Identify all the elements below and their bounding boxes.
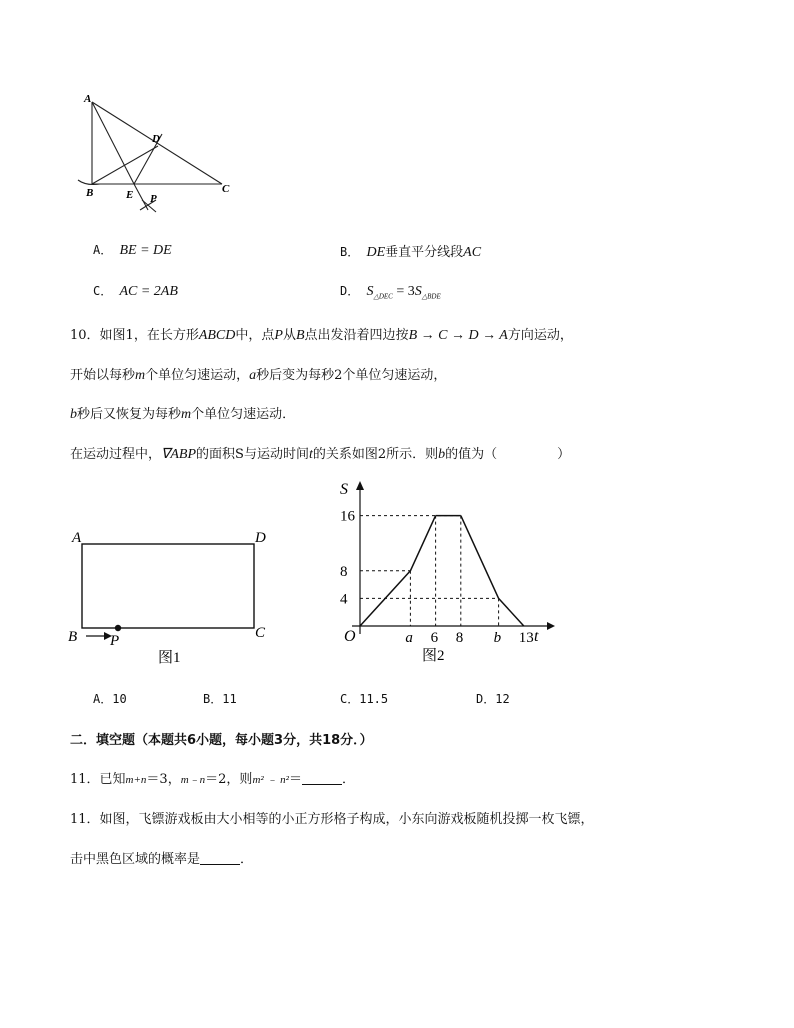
arrow-b-to-p <box>86 632 112 640</box>
q10-option-d: D．12 <box>476 692 510 706</box>
q11b-line-1: 11．如图，飞镖游戏板由大小相等的小正方形格子构成，小东向游戏板随机投掷一枚飞镖， <box>70 812 594 827</box>
fig2-y-axis-label: S <box>340 481 348 498</box>
rectangle-abcd <box>82 544 254 628</box>
x-tick-label: a <box>405 630 413 646</box>
q10-line-3: b秒后又恢复为每秒m个单位匀速运动． <box>70 407 296 422</box>
q10-line-1: 10．如图1，在长方形ABCD中，点P从B点出发沿着四边按B → C → D → A方向运动， <box>70 328 573 343</box>
x-tick-label: b <box>493 630 502 646</box>
figure-2-graph <box>322 476 562 671</box>
fig1-label-a: A <box>72 530 82 546</box>
q11b-line-2: 击中黑色区域的概率是 ． <box>70 852 254 867</box>
q9-option-d: D． $S_{\triangle DEC} = 3S_{\triangle BDE}$ <box>340 284 441 301</box>
label-b: B <box>86 187 94 199</box>
graph-segment <box>410 516 435 571</box>
x-tick-label: 13 <box>518 630 534 646</box>
label-e: E <box>126 189 134 201</box>
fig2-x-axis-label: t <box>534 628 539 645</box>
segment-bd <box>92 146 158 184</box>
fig2-axes <box>352 481 555 634</box>
fig1-label-c: C <box>255 625 266 641</box>
label-p: P <box>150 193 157 205</box>
q9-option-a: A． BE = DE <box>93 243 172 258</box>
fig2-origin-label: O <box>344 628 356 645</box>
q11b-answer-blank[interactable] <box>200 852 240 865</box>
q10-option-b: B．11 <box>203 692 237 706</box>
fig1-label-b: B <box>68 629 78 645</box>
graph-segment <box>461 516 499 599</box>
q10-option-a: A．10 <box>93 692 127 706</box>
fig1-label-d: D <box>255 530 266 546</box>
q11a-line: 11．已知m+n＝3，m﹣n＝2，则m² ﹣ n²＝ ． <box>70 772 356 787</box>
q9-option-c: C． AC = 2AB <box>93 284 178 299</box>
y-tick-label: 4 <box>340 591 348 608</box>
label-d: D <box>152 133 160 145</box>
fig1-caption: 图1 <box>158 650 181 666</box>
x-tick-label: 8 <box>455 630 464 646</box>
figure-1-rectangle <box>62 522 282 672</box>
graph-segment <box>499 598 524 626</box>
y-tick-label: 8 <box>340 563 348 580</box>
label-a: A <box>84 93 92 105</box>
x-axis-arrow <box>547 622 555 630</box>
y-axis-arrow <box>356 481 364 490</box>
q10-line-4: 在运动过程中，∇ABP的面积S与运动时间t的关系如图2所示．则b的值为（ ） <box>70 447 571 462</box>
q11a-answer-blank[interactable] <box>302 772 342 785</box>
fig2-caption: 图2 <box>422 648 445 664</box>
q9-triangle-figure <box>70 88 240 223</box>
y-tick-label: 16 <box>340 508 355 525</box>
x-tick-label: 6 <box>430 630 439 646</box>
q10-option-c: C．11.5 <box>340 692 389 706</box>
section-2-heading: 二．填空题（本题共6小题，每小题3分，共18分．） <box>70 733 373 748</box>
point-p <box>115 625 121 631</box>
fig1-label-p: P <box>110 633 120 649</box>
label-c: C <box>222 183 230 195</box>
q10-line-2: 开始以每秒m个单位匀速运动，a秒后变为每秒2个单位匀速运动， <box>70 368 447 383</box>
q9-option-b: B． DE垂直平分线段AC <box>340 245 482 260</box>
